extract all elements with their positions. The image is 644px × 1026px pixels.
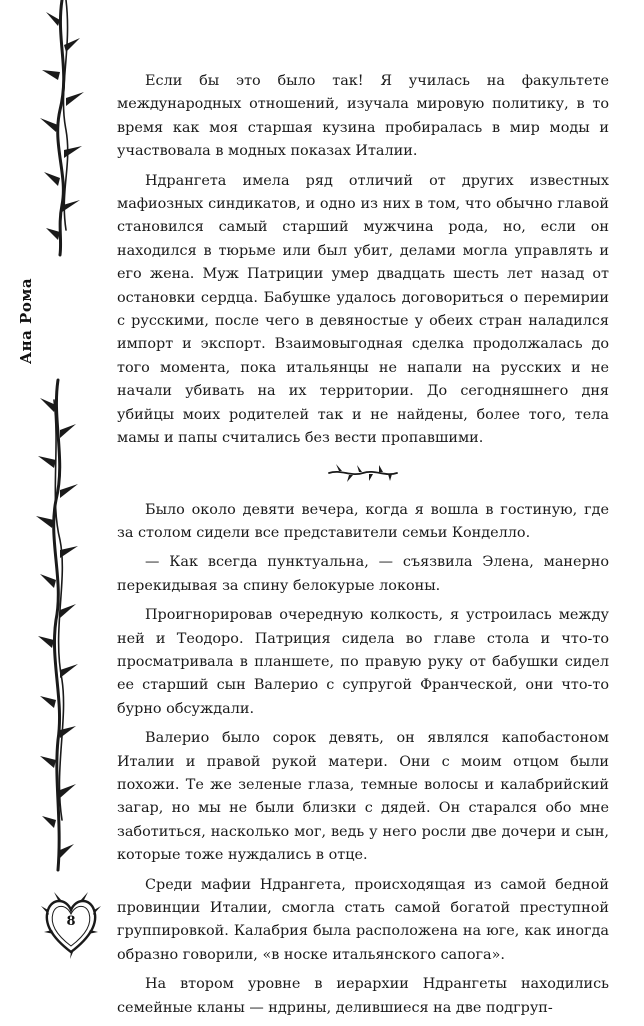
body-text (117, 70, 609, 1026)
paragraph: Было около девяти вечера, когда я вошла в гостиную, где за столом сидели все представители семьи Конделло. (117, 501, 609, 541)
running-head-text: Ана Рома (17, 277, 36, 365)
paragraph: — Как всегда пунктуальна, — съязвила Элена, манерно перекидывая за спину белокурые локоны. (117, 554, 609, 594)
page-number: 8 (66, 914, 76, 929)
thorn-ornament-icon (327, 463, 399, 483)
paragraph: Валерио было сорок девять, он являлся капобастоном Италии и правой рукой матери. Они с моим отцом были похожи. Те же зеленые глаза, темные волосы и калабрийский загар, но мы не были близки с дядей. Он старался обо мне заботиться, насколько мог, ведь у него росли две дочери и сын, которые тоже нуждались в отце. (117, 730, 609, 864)
section-break (117, 463, 609, 483)
paragraph: На втором уровне в иерархии Ндрангеты находились семейные кланы — ндрины, делившиеся на две подгруп- (117, 976, 609, 1016)
thorn-vine-icon (0, 0, 110, 1000)
running-head (8, 256, 44, 386)
paragraph: Ндрангета имела ряд отличий от других известных мафиозных синдикатов, и одно из них в том, что обычно главой становился самый старший мужчина рода, но, если он находился в тюрьме или был убит, делами могла управлять и его жена. Муж Патриции умер двадцать шесть лет назад от остановки сердца. Бабушке удалось договориться о перемирии с русскими, после чего в девяностые у обеих стран наладился импорт и экспорт. Взаимовыгодная сделка продолжалась до того момента, пока итальянцы не напали на русских и не начали убивать на их территории. До сегодняшнего дня убийцы моих родителей так и не найдены, более того, тела мамы и папы считались без вести пропавшими. (117, 172, 609, 447)
paragraph: Проигнорировав очередную колкость, я устроилась между ней и Теодоро. Патриция сидела во главе стола и что-то просматривала в планшете, по правую руку от бабушки сидел ее старший сын Валерио с супругой Франческой, они что-то бурно обсуждали. (117, 607, 609, 717)
paragraph: Если бы это было так! Я училась на факультете международных отношений, изучала мировую политику, в то время как моя старшая кузина пробиралась в мир моды и участвовала в модных показах Италии. (117, 73, 609, 160)
paragraph: Среди мафии Ндрангета, происходящая из самой бедной провинции Италии, смогла стать самой богатой преступной группировкой. Калабрия была расположена на юге, как иногда образно говорили, «в носке итальянского сапога». (117, 876, 609, 963)
